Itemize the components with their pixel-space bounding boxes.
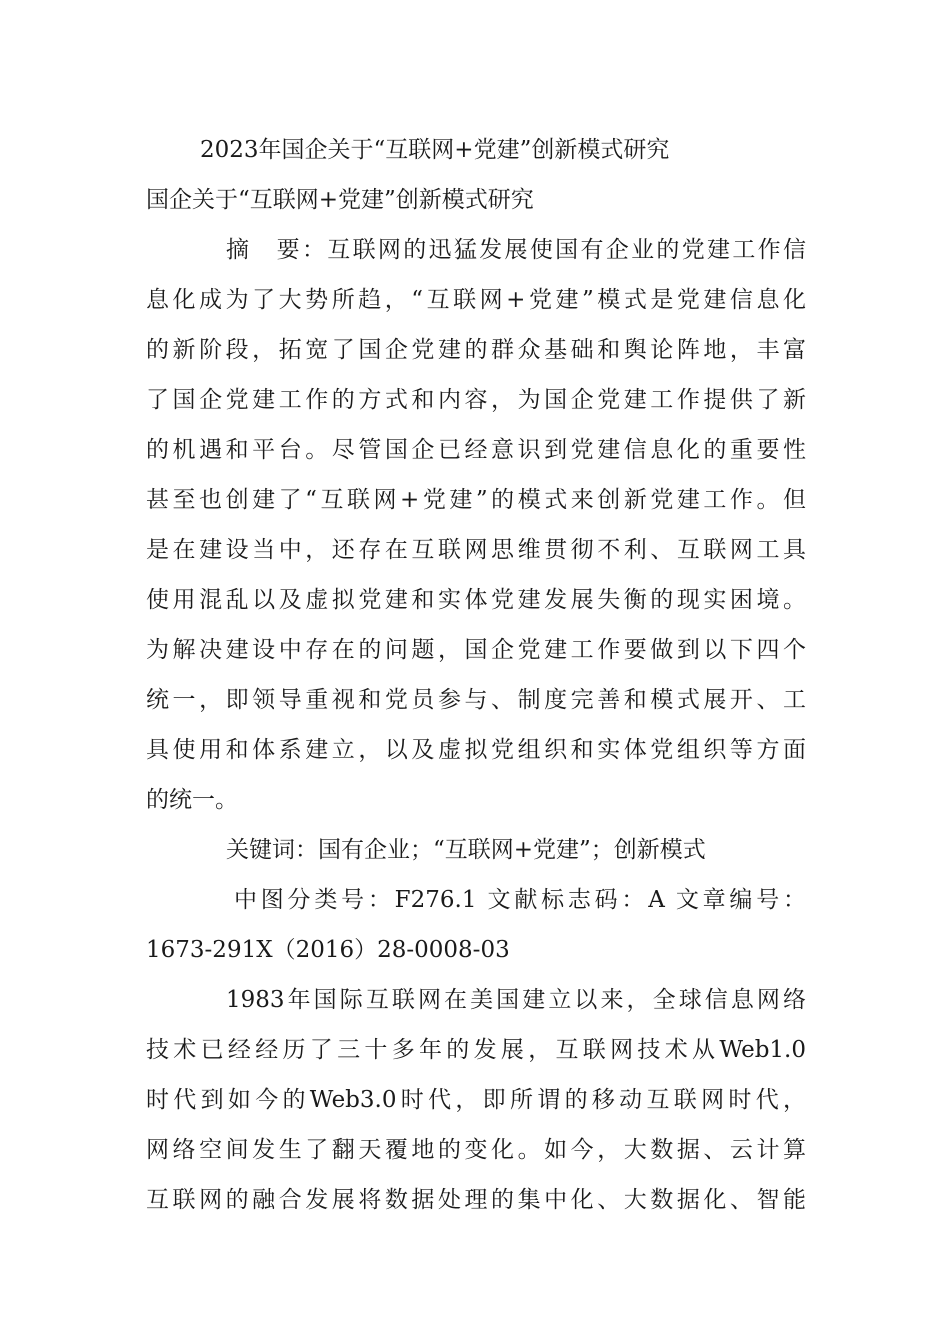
abstract-line: 甚至也创建了“互联网+党建”的模式来创新党建工作。但 xyxy=(146,487,806,513)
classification-info: 中图分类号：F276.1 文献标志码：A 文章编号： xyxy=(234,887,806,913)
abstract-line: 的机遇和平台。尽管国企已经意识到党建信息化的重要性 xyxy=(146,437,806,463)
article-number: 1673-291X（2016）28-0008-03 xyxy=(146,937,510,963)
body-line: 技术已经经历了三十多年的发展，互联网技术从Web1.0 xyxy=(146,1037,806,1063)
abstract-line: 了国企党建工作的方式和内容，为国企党建工作提供了新 xyxy=(146,387,806,413)
body-line: 网络空间发生了翻天覆地的变化。如今，大数据、云计算 xyxy=(146,1137,806,1163)
abstract-line: 为解决建设中存在的问题，国企党建工作要做到以下四个 xyxy=(146,637,806,663)
body-line: 互联网的融合发展将数据处理的集中化、大数据化、智能 xyxy=(146,1187,806,1213)
document-title: 2023年国企关于“互联网+党建”创新模式研究 xyxy=(200,137,670,163)
document-subtitle: 国企关于“互联网+党建”创新模式研究 xyxy=(146,187,534,213)
abstract-line: 统一，即领导重视和党员参与、制度完善和模式展开、工 xyxy=(146,687,806,713)
abstract-line: 的统一。 xyxy=(146,787,238,813)
abstract-line: 使用混乱以及虚拟党建和实体党建发展失衡的现实困境。 xyxy=(146,587,806,613)
abstract-line: 摘 要：互联网的迅猛发展使国有企业的党建工作信 xyxy=(226,237,806,263)
keywords: 关键词：国有企业；“互联网+党建”；创新模式 xyxy=(226,837,706,863)
body-line: 时代到如今的Web3.0时代，即所谓的移动互联网时代， xyxy=(146,1087,806,1113)
abstract-line: 具使用和体系建立，以及虚拟党组织和实体党组织等方面 xyxy=(146,737,806,763)
abstract-line: 息化成为了大势所趋，“互联网+党建”模式是党建信息化 xyxy=(146,287,806,313)
abstract-line: 是在建设当中，还存在互联网思维贯彻不利、互联网工具 xyxy=(146,537,806,563)
abstract-line: 的新阶段，拓宽了国企党建的群众基础和舆论阵地，丰富 xyxy=(146,337,806,363)
body-line: 1983年国际互联网在美国建立以来，全球信息网络 xyxy=(226,987,806,1013)
